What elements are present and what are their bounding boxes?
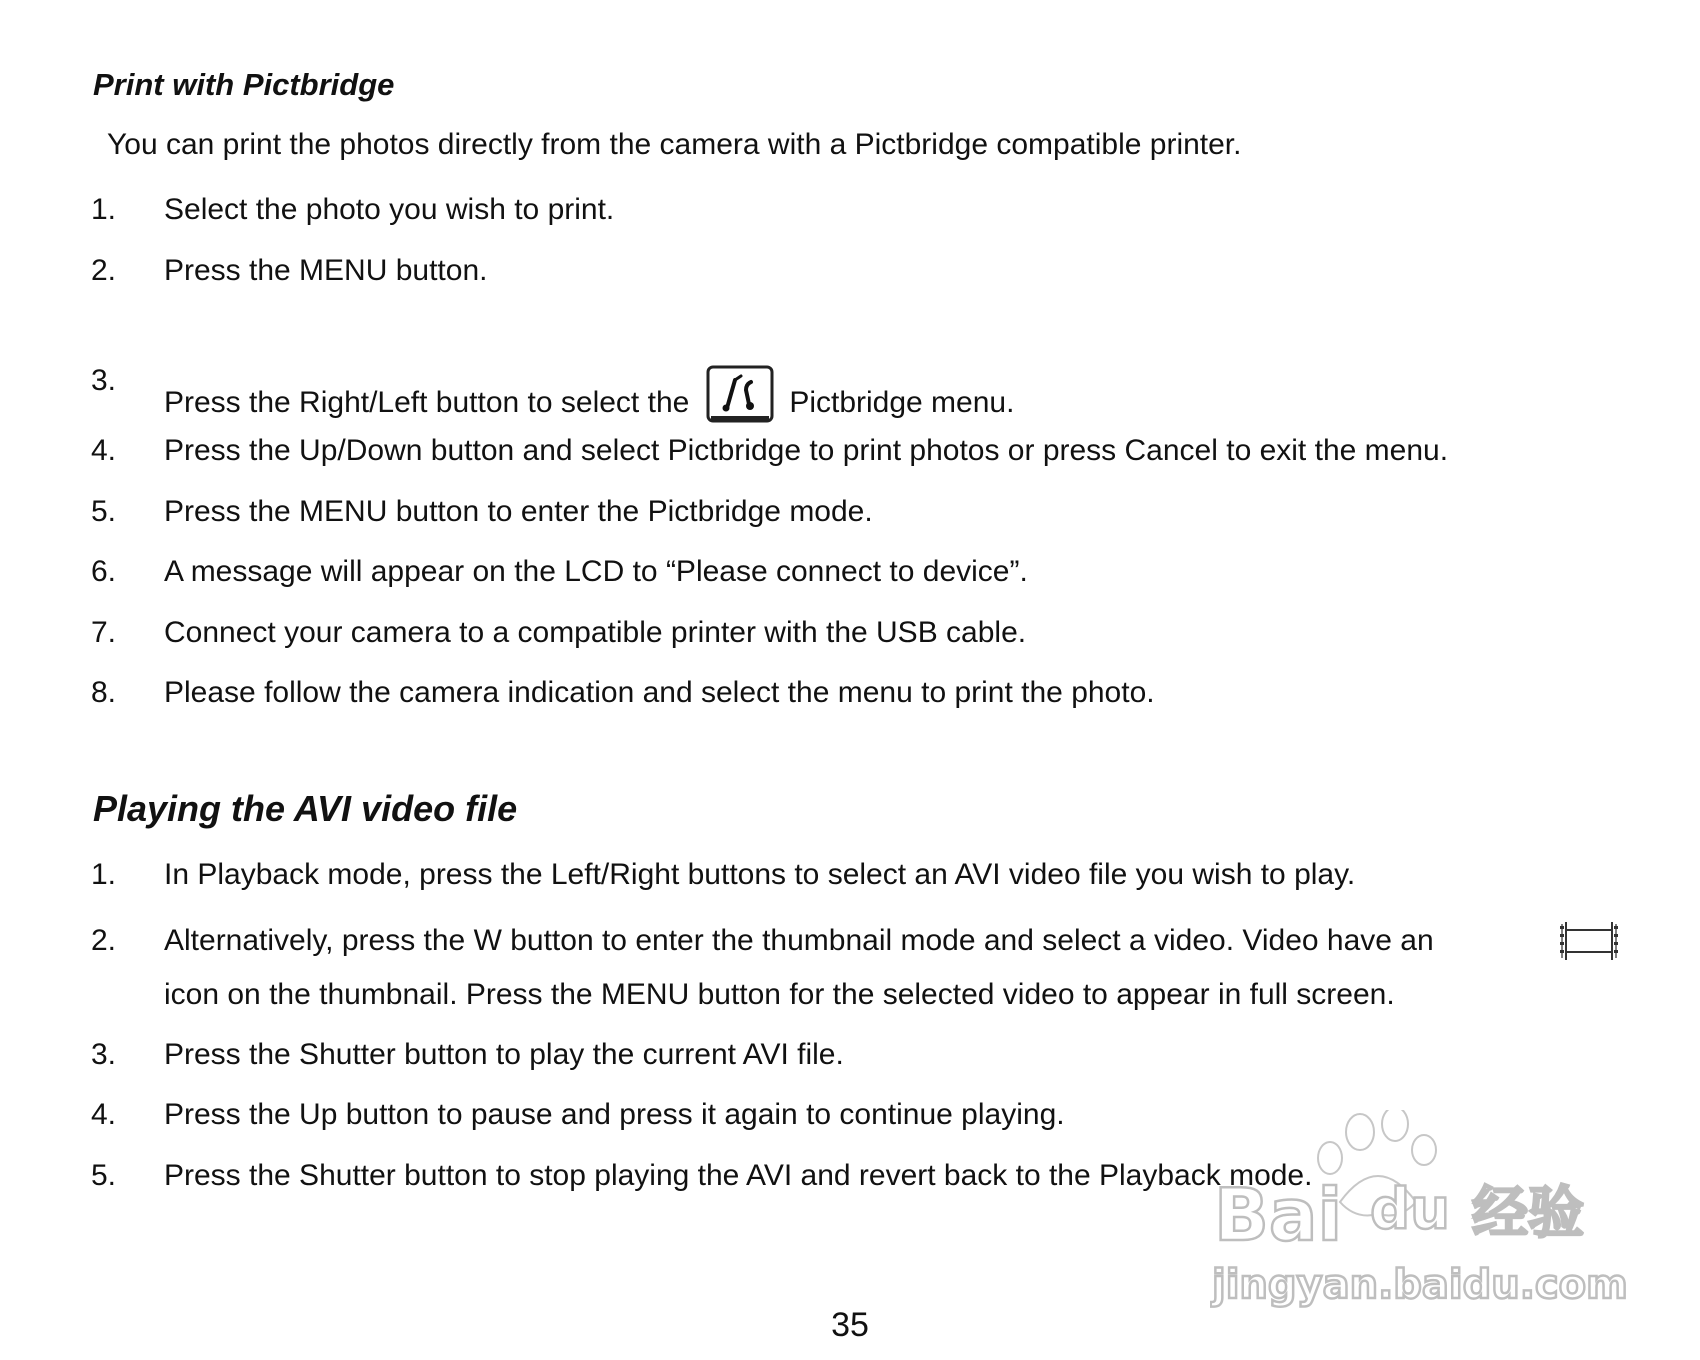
step-text: Select the photo you wish to print. — [164, 193, 615, 226]
step-text: A message will appear on the LCD to “Please connect to device”. — [164, 555, 1028, 588]
step-number: 5. — [91, 1159, 117, 1192]
step-number: 4. — [91, 1098, 117, 1131]
step-number: 8. — [91, 676, 117, 709]
section-title-avi: Playing the AVI video file — [93, 788, 518, 829]
step-text: Press the Up button to pause and press it again to continue playing. — [164, 1098, 1065, 1131]
step-number: 6. — [91, 555, 117, 588]
step-number: 7. — [91, 616, 117, 649]
step-text: Connect your camera to a compatible printer with the USB cable. — [164, 616, 1027, 649]
step-text: Please follow the camera indication and select the menu to print the photo. — [164, 676, 1155, 709]
step-number: 3. — [91, 364, 117, 397]
step-text: Press the MENU button to enter the Pictbridge mode. — [164, 495, 873, 528]
page-number: 35 — [831, 1306, 869, 1344]
step-number: 2. — [91, 254, 117, 287]
step-number: 4. — [91, 434, 117, 467]
watermark-text-du: du — [1370, 1177, 1450, 1242]
step-number: 5. — [91, 495, 117, 528]
film-icon — [1560, 920, 1618, 962]
step-number: 1. — [91, 858, 117, 891]
pictbridge-icon — [705, 364, 775, 424]
watermark-text-bai: Bai — [1214, 1173, 1343, 1257]
step-text: Press the MENU button. — [164, 254, 488, 287]
step-number: 1. — [91, 193, 117, 226]
step-text-line-2: icon on the thumbnail. Press the MENU button for the selected video to appear in full screen. — [164, 978, 1395, 1011]
step-text-after: Pictbridge menu. — [789, 386, 1015, 419]
step-text: Press the Shutter button to stop playing the AVI and revert back to the Playback mode. — [164, 1159, 1313, 1192]
step-text: Press the Up/Down button and select Pictbridge to print photos or press Cancel to exit the menu. — [164, 434, 1449, 467]
step-text-before: Press the Right/Left button to select the — [164, 386, 690, 419]
intro-paragraph: You can print the photos directly from the camera with a Pictbridge compatible printer. — [107, 128, 1242, 161]
step-text — [164, 364, 1014, 424]
step-number: 3. — [91, 1038, 117, 1071]
step-text: Press the Shutter button to play the current AVI file. — [164, 1038, 844, 1071]
step-number: 2. — [91, 924, 117, 957]
baidu-jingyan-watermark — [1210, 1110, 1630, 1310]
watermark-text-url: jingyan.baidu.com — [1212, 1262, 1628, 1308]
watermark-text-jingyan-cn: 经验 — [1472, 1181, 1584, 1246]
section-title-pictbridge: Print with Pictbridge — [93, 67, 395, 102]
step-text-line-1: Alternatively, press the W button to enter the thumbnail mode and select a video. Video have an — [164, 924, 1434, 957]
step-text: In Playback mode, press the Left/Right buttons to select an AVI video file you wish to play. — [164, 858, 1356, 891]
